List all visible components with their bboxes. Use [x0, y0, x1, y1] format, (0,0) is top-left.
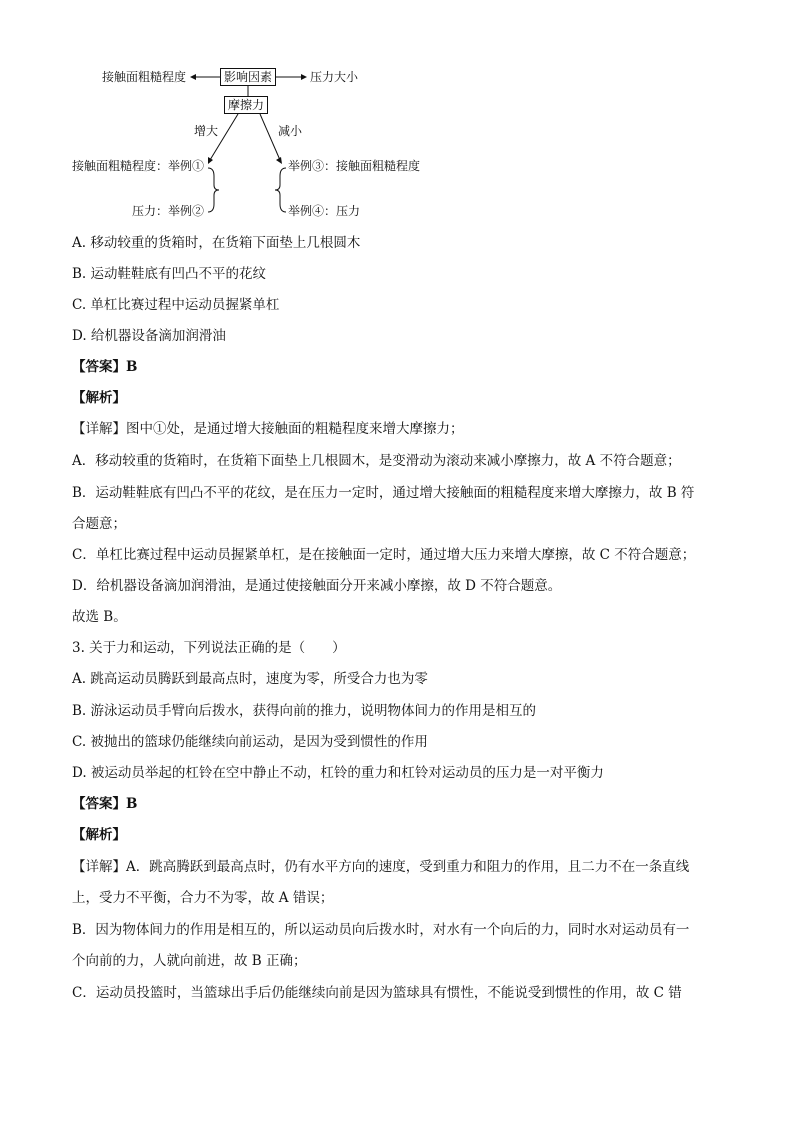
right-factor-label: 压力大小	[310, 70, 359, 84]
left-example-2: 压力：举例②	[132, 204, 205, 218]
q2-detail-line: 合题意；	[72, 516, 126, 532]
friction-box: 摩擦力	[224, 96, 268, 114]
left-factor-label: 接触面粗糙程度	[102, 70, 187, 84]
q3-stem: 3. 关于力和运动，下列说法正确的是（ ）	[72, 640, 346, 656]
q3-option-c: C. 被抛出的篮球仍能继续向前运动，是因为受到惯性的作用	[72, 734, 428, 750]
q3-detail-line: B．因为物体间力的作用是相互的，所以运动员向后拨水时，对水有一个向后的力，同时水对运动员有一	[72, 922, 690, 938]
q3-analysis-heading: 【解析】	[72, 827, 126, 843]
right-example-3: 举例③：接触面粗糙程度	[288, 159, 421, 173]
q2-answer: 【答案】B	[72, 359, 138, 375]
q2-option-c: C. 单杠比赛过程中运动员握紧单杠	[72, 297, 280, 313]
q3-detail-line: 上，受力不平衡，合力不为零，故 A 错误；	[72, 890, 334, 906]
q2-option-a: A. 移动较重的货箱时，在货箱下面垫上几根圆木	[72, 235, 361, 251]
q3-detail-line: 【详解】A．跳高腾跃到最高点时，仍有水平方向的速度，受到重力和阻力的作用，且二力不在一条直线	[72, 859, 690, 875]
q3-detail-line: C．运动员投篮时，当篮球出手后仍能继续向前是因为篮球具有惯性，不能说受到惯性的作用，故 C 错	[72, 985, 682, 1001]
q3-detail-line: 个向前的力，人就向前进，故 B 正确；	[72, 953, 307, 969]
decrease-label: 减小	[278, 124, 303, 138]
q3-option-a: A. 跳高运动员腾跃到最高点时，速度为零，所受合力也为零	[72, 671, 428, 687]
right-example-4: 举例④：压力	[288, 204, 361, 218]
q2-option-b: B. 运动鞋鞋底有凹凸不平的花纹	[72, 266, 267, 282]
q3-option-b: B. 游泳运动员手臂向后拨水，获得向前的推力，说明物体间力的作用是相互的	[72, 703, 537, 719]
q3-option-d: D. 被运动员举起的杠铃在空中静止不动，杠铃的重力和杠铃对运动员的压力是一对平衡力	[72, 765, 604, 781]
q3-answer: 【答案】B	[72, 796, 138, 812]
q2-detail-line: 【详解】图中①处，是通过增大接触面的粗糙程度来增大摩擦力；	[72, 421, 464, 437]
left-example-1: 接触面粗糙程度：举例①	[72, 159, 205, 173]
influence-factors-box: 影响因素	[220, 68, 276, 86]
q2-option-d: D. 给机器设备滴加润滑油	[72, 328, 226, 344]
q2-conclusion: 故选 B。	[72, 609, 127, 625]
q2-detail-line: C．单杠比赛过程中运动员握紧单杠，是在接触面一定时，通过增大压力来增大摩擦，故 C 不符合题意；	[72, 547, 696, 563]
q2-analysis-heading: 【解析】	[72, 390, 126, 406]
q2-detail-line: D．给机器设备滴加润滑油，是通过使接触面分开来减小摩擦，故 D 不符合题意。	[72, 578, 562, 594]
friction-diagram	[60, 62, 460, 232]
q2-detail-line: A．移动较重的货箱时，在货箱下面垫上几根圆木，是变滑动为滚动来减小摩擦力，故 A 不符合题意；	[72, 453, 681, 469]
q2-detail-line: B．运动鞋鞋底有凹凸不平的花纹，是在压力一定时，通过增大接触面的粗糙程度来增大摩擦力，故 B 符	[72, 485, 695, 501]
increase-label: 增大	[194, 124, 219, 138]
diagram-lines	[60, 62, 460, 232]
